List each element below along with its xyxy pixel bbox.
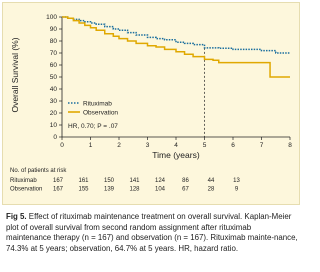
y-tick-label: 90 [49,26,57,34]
series-line-rituximab [62,17,290,53]
y-tick-label: 50 [49,74,57,82]
at-risk-value: 150 [103,178,115,184]
at-risk-row-label-observation: Observation [10,186,43,193]
caption-label: Fig 5. [6,212,27,221]
at-risk-value: 128 [129,186,140,193]
y-tick-label: 10 [49,122,57,130]
at-risk-value: 104 [154,186,166,193]
at-risk-value: 124 [154,178,166,184]
at-risk-value: 167 [52,186,64,193]
at-risk-row-label-rituximab: Rituximab [10,178,37,184]
x-tick-label: 7 [259,142,264,149]
y-axis-title: Overall Survival (%) [10,37,20,113]
y-tick-label: 0 [53,134,57,142]
legend [68,101,118,131]
y-tick-label: 70 [49,50,57,58]
at-risk-value: 167 [52,178,64,184]
caption-text: Effect of rituximab maintenance treatment on overall survival. Kaplan-Meier plot of overall survival from second random assignment after rituximab maintenance therapy (n = 167) and observation (n = 167). Rituximab mainte-nance, 74.3% at 5 years; observation, 64.7% at 5 years. HR, hazard ratio. [6,212,298,253]
at-risk-value: 13 [233,178,240,184]
x-tick-label: 3 [145,142,150,149]
at-risk-value: 155 [78,186,89,193]
y-tick-label: 30 [49,98,57,106]
at-risk-value: 44 [207,178,215,184]
x-tick-label: 1 [88,142,93,149]
x-tick-label: 8 [288,142,292,149]
y-tick-label: 80 [49,38,57,46]
series-line-observation [62,17,290,77]
at-risk-value: 28 [207,186,215,193]
y-tick-label: 100 [46,14,57,22]
y-tick-label: 60 [49,62,57,70]
at-risk-value: 139 [103,186,115,193]
x-tick-label: 4 [174,142,178,149]
at-risk-value: 86 [182,178,189,184]
x-tick-label: 0 [60,142,64,149]
at-risk-value: 141 [129,178,140,184]
x-tick-label: 2 [117,142,121,149]
at-risk-value: 161 [78,178,89,184]
x-tick-label: 6 [231,142,235,149]
at-risk-values [53,178,241,193]
legend-label-rituximab: Rituximab [83,100,112,108]
y-tick-label: 20 [49,110,57,118]
at-risk-value: 9 [234,186,239,193]
figure-caption [6,212,298,254]
x-axis-title: Time (years) [152,150,200,160]
x-tick-label: 5 [202,142,207,149]
at-risk-value: 67 [182,186,189,193]
at-risk-heading: No. of patients at risk [10,168,67,174]
legend-label-observation: Observation [83,109,119,117]
y-tick-label: 40 [49,86,57,94]
hazard-ratio-text: HR, 0.70; P = .07 [68,123,118,130]
